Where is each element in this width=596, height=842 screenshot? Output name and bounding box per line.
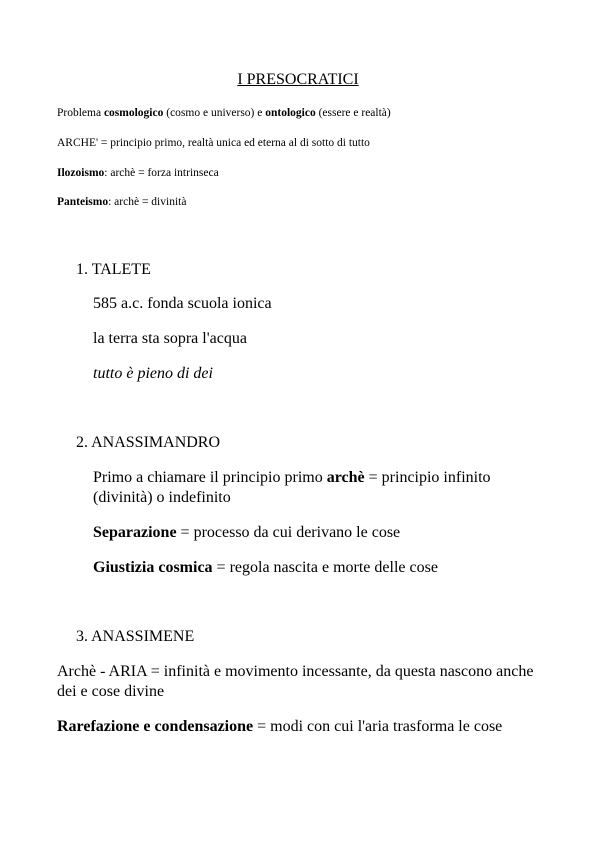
rarefazione-definition: = modi con cui l'aria trasforma le cose	[253, 718, 503, 735]
anassimandro-paragraph-1	[93, 468, 513, 508]
page-title: I PRESOCRATICI	[237, 71, 359, 88]
problema-term-ontologico: ontologico	[265, 107, 316, 119]
ilozoismo-term: Ilozoismo	[57, 167, 105, 179]
anassimandro-paragraph-2	[93, 523, 513, 543]
problema-text-c: (cosmo e universo) e	[163, 107, 266, 119]
anassimandro-paragraph-3	[93, 558, 513, 578]
rarefazione-term: Rarefazione e condensazione	[57, 718, 254, 735]
intro-ilozoismo	[57, 166, 219, 180]
anassimene-paragraph-2	[57, 717, 537, 737]
problema-text-e: (essere e realtà)	[315, 107, 391, 119]
panteismo-definition: : archè = divinità	[108, 196, 187, 208]
separazione-term: Separazione	[93, 524, 177, 541]
section-heading-anassimene: 3. ANASSIMENE	[76, 628, 195, 645]
talete-line-2: la terra sta sopra l'acqua	[93, 330, 247, 347]
talete-line-1: 585 a.c. fonda scuola ionica	[93, 295, 272, 312]
intro-problema	[57, 106, 391, 120]
anassimene-paragraph-1: Archè - ARIA = infinità e movimento incessante, da questa nascono anche dei e cose divine	[57, 663, 534, 700]
talete-quote: tutto è pieno di dei	[93, 365, 213, 382]
intro-panteismo	[57, 195, 186, 209]
problema-term-cosmologico: cosmologico	[103, 107, 164, 119]
anassimandro-p1-text-a: Primo a chiamare il principio primo	[93, 469, 327, 486]
problema-text-a: Problema	[57, 107, 104, 119]
giustizia-cosmica-term: Giustizia cosmica	[93, 559, 213, 576]
ilozoismo-definition: : archè = forza intrinseca	[104, 167, 219, 179]
panteismo-term: Panteismo	[57, 196, 109, 208]
section-heading-talete: 1. TALETE	[76, 261, 151, 278]
giustizia-cosmica-definition: = regola nascita e morte delle cose	[212, 559, 438, 576]
intro-arche: ARCHE' = principio primo, realtà unica ed eterna al di sotto di tutto	[57, 137, 370, 149]
talete-line-3	[93, 364, 513, 384]
section-heading-anassimandro: 2. ANASSIMANDRO	[76, 434, 221, 451]
separazione-definition: = processo da cui derivano le cose	[176, 524, 401, 541]
anassimandro-p1-text-c: = principio infinito (divinità) o indefinito	[93, 469, 491, 506]
anassimandro-term-arche: archè	[326, 469, 365, 486]
